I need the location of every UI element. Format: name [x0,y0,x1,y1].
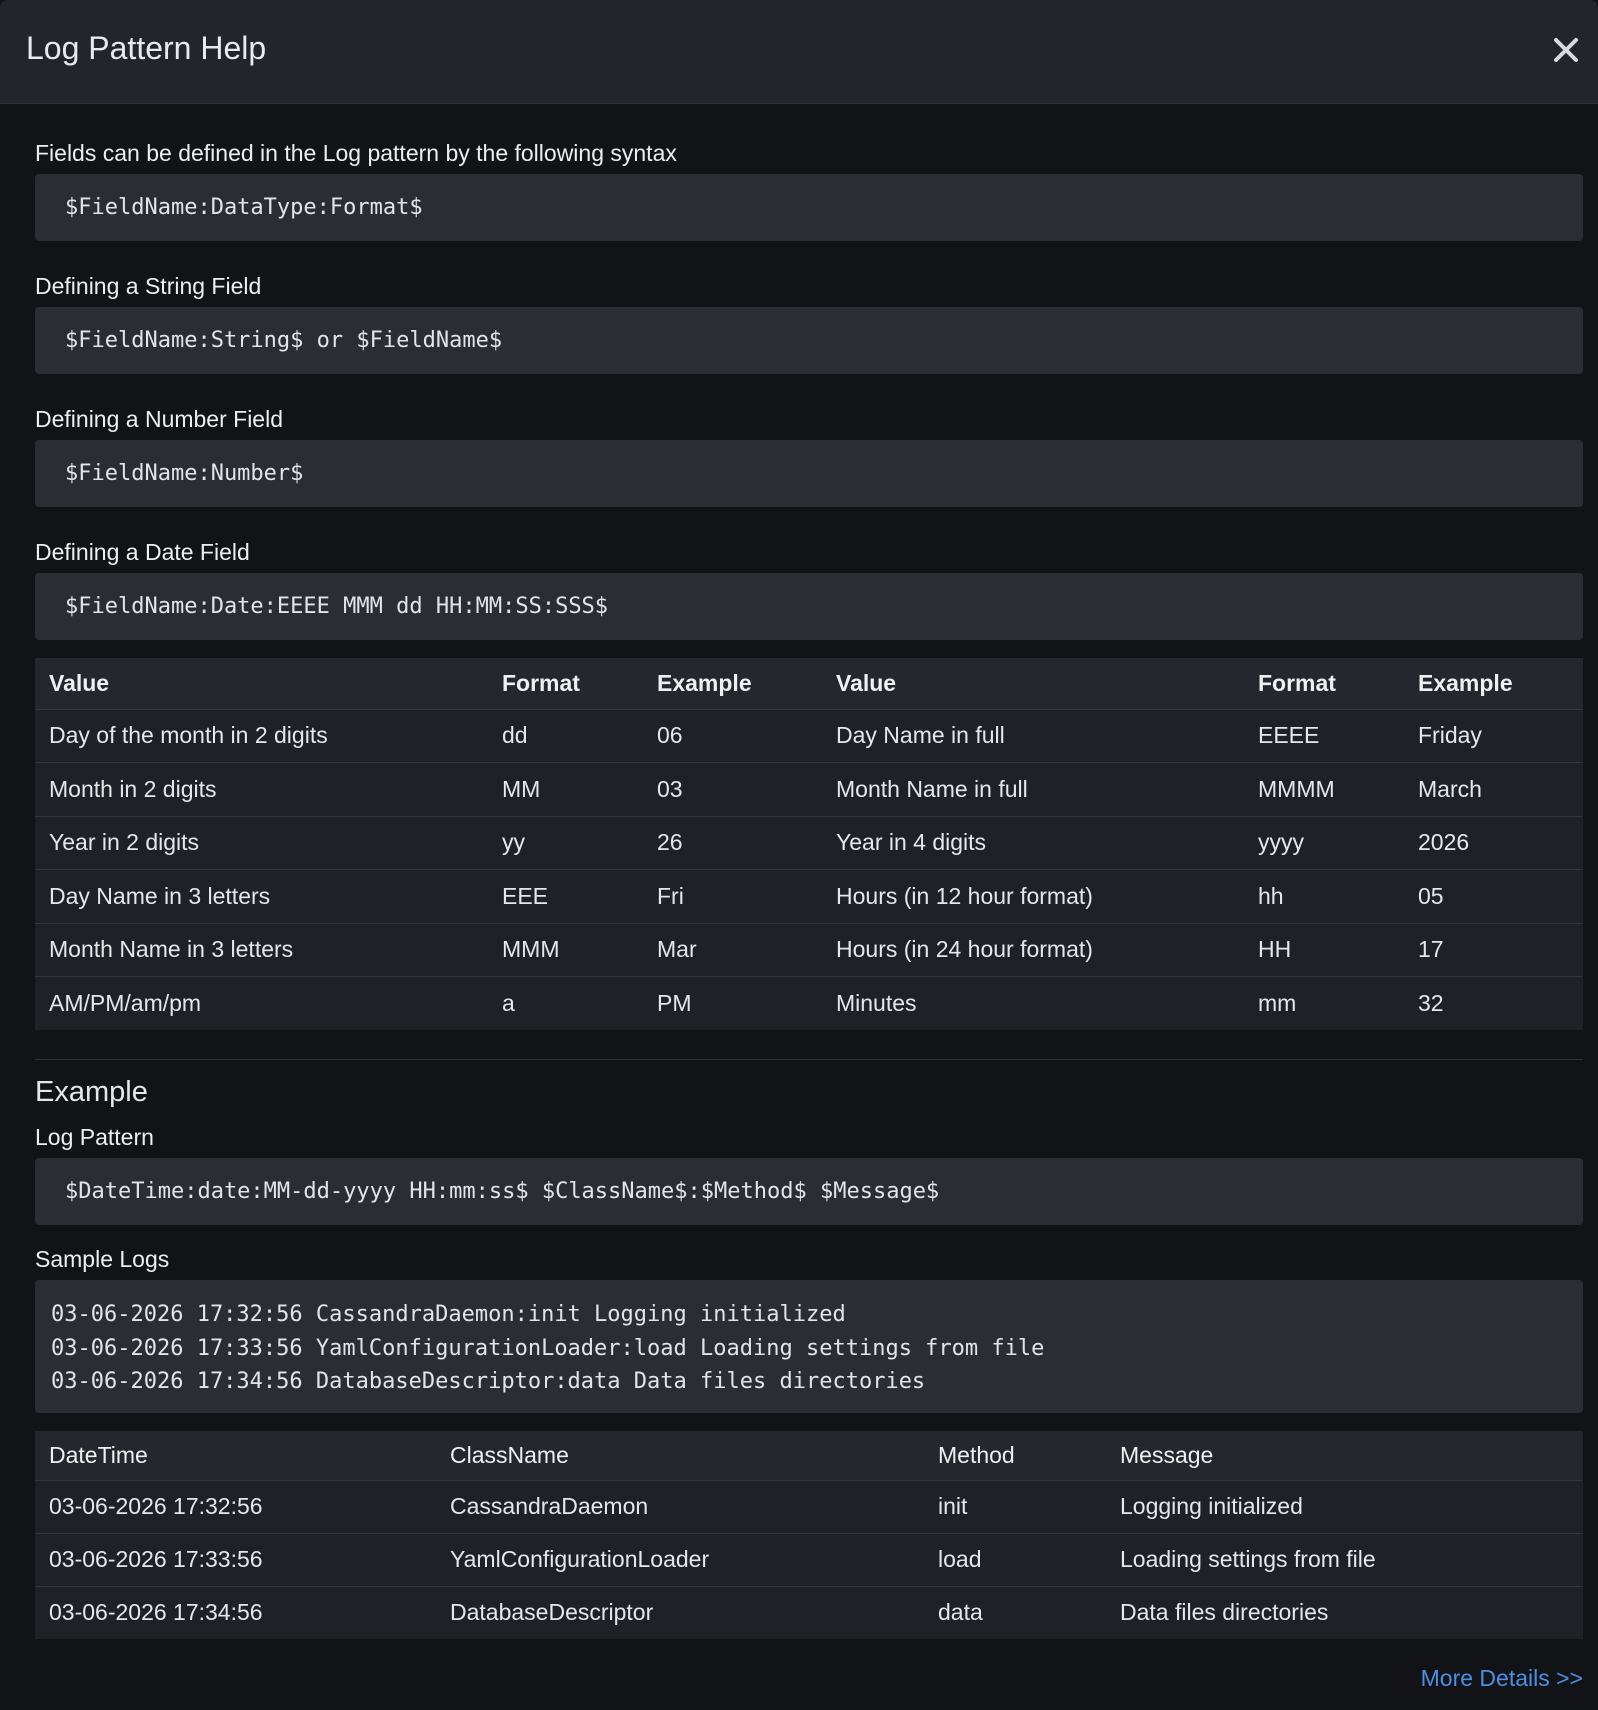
sample-logs-block [35,1280,1583,1413]
table-cell: Year in 4 digits [836,829,987,856]
table-cell: Hours (in 12 hour format) [836,882,1093,909]
log-pattern-label: Log Pattern [35,1124,154,1150]
table-cell: MMM [502,936,560,963]
table-cell: 2026 [1418,829,1470,856]
table-cell: Hours (in 24 hour format) [836,936,1093,963]
dialog-header [0,0,1598,104]
table-header-row [35,1431,1583,1480]
table-cell: 03-06-2026 17:33:56 [49,1546,263,1572]
table-cell: Loading settings from file [1120,1546,1376,1572]
table-cell: DatabaseDescriptor [450,1599,654,1626]
table-cell: 03 [657,775,683,802]
column-header-message: Message [1120,1441,1214,1468]
more-details-link[interactable]: More Details >> [1420,1665,1583,1691]
table-cell: data [938,1599,983,1626]
column-header-example: Example [657,669,752,696]
dialog-title: Log Pattern Help [26,30,267,66]
table-cell: Month Name in full [836,775,1028,802]
table-row [35,709,1583,763]
column-header-value: Value [49,669,110,696]
table-cell: a [502,990,515,1016]
syntax-code: $FieldName:DataType:Format$ [35,174,1583,241]
table-cell: 26 [657,829,683,856]
table-row [35,1480,1583,1533]
parsed-log-table [35,1431,1583,1639]
table-cell: Friday [1418,722,1482,749]
number-field-code: $FieldName:Number$ [35,440,1583,507]
column-header-example: Example [1418,669,1513,696]
string-field-code: $FieldName:String$ or $FieldName$ [35,307,1583,374]
table-row [35,870,1583,924]
date-field-label: Defining a Date Field [35,539,250,565]
dialog-content [35,103,1583,1639]
table-cell: Logging initialized [1120,1493,1303,1519]
table-cell: MM [502,775,541,802]
table-cell: yy [502,829,525,856]
table-cell: Month in 2 digits [49,775,217,802]
table-cell: 05 [1418,882,1444,909]
table-row [35,1586,1583,1639]
column-header-method: Method [938,1441,1015,1468]
log-line: 03-06-2026 17:34:56 DatabaseDescriptor:data Data files directories [51,1369,926,1394]
table-cell: Month Name in 3 letters [49,936,294,963]
table-cell: PM [657,990,692,1016]
column-header-classname: ClassName [450,1441,569,1468]
table-cell: mm [1258,990,1297,1016]
table-cell: 03-06-2026 17:32:56 [49,1493,263,1519]
table-cell: Minutes [836,990,917,1016]
table-cell: hh [1258,882,1284,909]
column-header-value: Value [836,669,897,696]
example-heading: Example [35,1076,148,1108]
log-line: 03-06-2026 17:33:56 YamlConfigurationLoader:load Loading settings from file [51,1335,1045,1361]
table-cell: yyyy [1258,829,1304,856]
table-cell: YamlConfigurationLoader [450,1546,710,1572]
table-cell: Day of the month in 2 digits [49,722,328,749]
log-pattern-code: $DateTime:date:MM-dd-yyyy HH:mm:ss$ $ClassName$:$Method$ $Message$ [35,1158,1583,1225]
syntax-label: Fields can be defined in the Log pattern by the following syntax [35,140,677,166]
table-cell: MMMM [1258,775,1335,802]
table-cell: Year in 2 digits [49,829,200,856]
table-cell: Day Name in full [836,722,1005,749]
column-header-format: Format [502,669,580,696]
table-cell: March [1418,775,1482,802]
table-cell: 06 [657,722,683,749]
date-field-code: $FieldName:Date:EEEE MMM dd HH:MM:SS:SSS$ [35,573,1583,640]
number-field-label: Defining a Number Field [35,406,284,432]
table-cell: AM/PM/am/pm [49,990,202,1016]
table-cell: 32 [1418,990,1444,1016]
table-cell: EEE [502,882,549,909]
table-cell: 03-06-2026 17:34:56 [49,1599,263,1626]
close-button[interactable] [1548,32,1584,68]
table-cell: Data files directories [1120,1599,1329,1626]
table-row [35,977,1583,1031]
sample-logs-label: Sample Logs [35,1246,170,1272]
table-cell: Day Name in 3 letters [49,882,271,909]
table-cell: 17 [1418,936,1444,963]
column-header-datetime: DateTime [49,1441,148,1468]
table-cell: Fri [657,882,684,909]
table-cell: HH [1258,936,1292,963]
table-header-row [35,658,1583,709]
table-cell: Mar [657,936,697,963]
table-row [35,923,1583,977]
close-icon [1548,32,1584,68]
string-field-label: Defining a String Field [35,273,262,299]
log-line: 03-06-2026 17:32:56 CassandraDaemon:init Logging initialized [51,1302,846,1327]
table-cell: EEEE [1258,722,1320,749]
column-header-format: Format [1258,669,1336,696]
table-cell: dd [502,722,528,749]
table-cell: load [938,1546,982,1572]
table-cell: init [938,1493,968,1519]
table-row [35,816,1583,870]
table-row [35,1533,1583,1586]
date-format-table [35,658,1583,1030]
table-cell: CassandraDaemon [450,1493,649,1519]
table-row [35,763,1583,817]
